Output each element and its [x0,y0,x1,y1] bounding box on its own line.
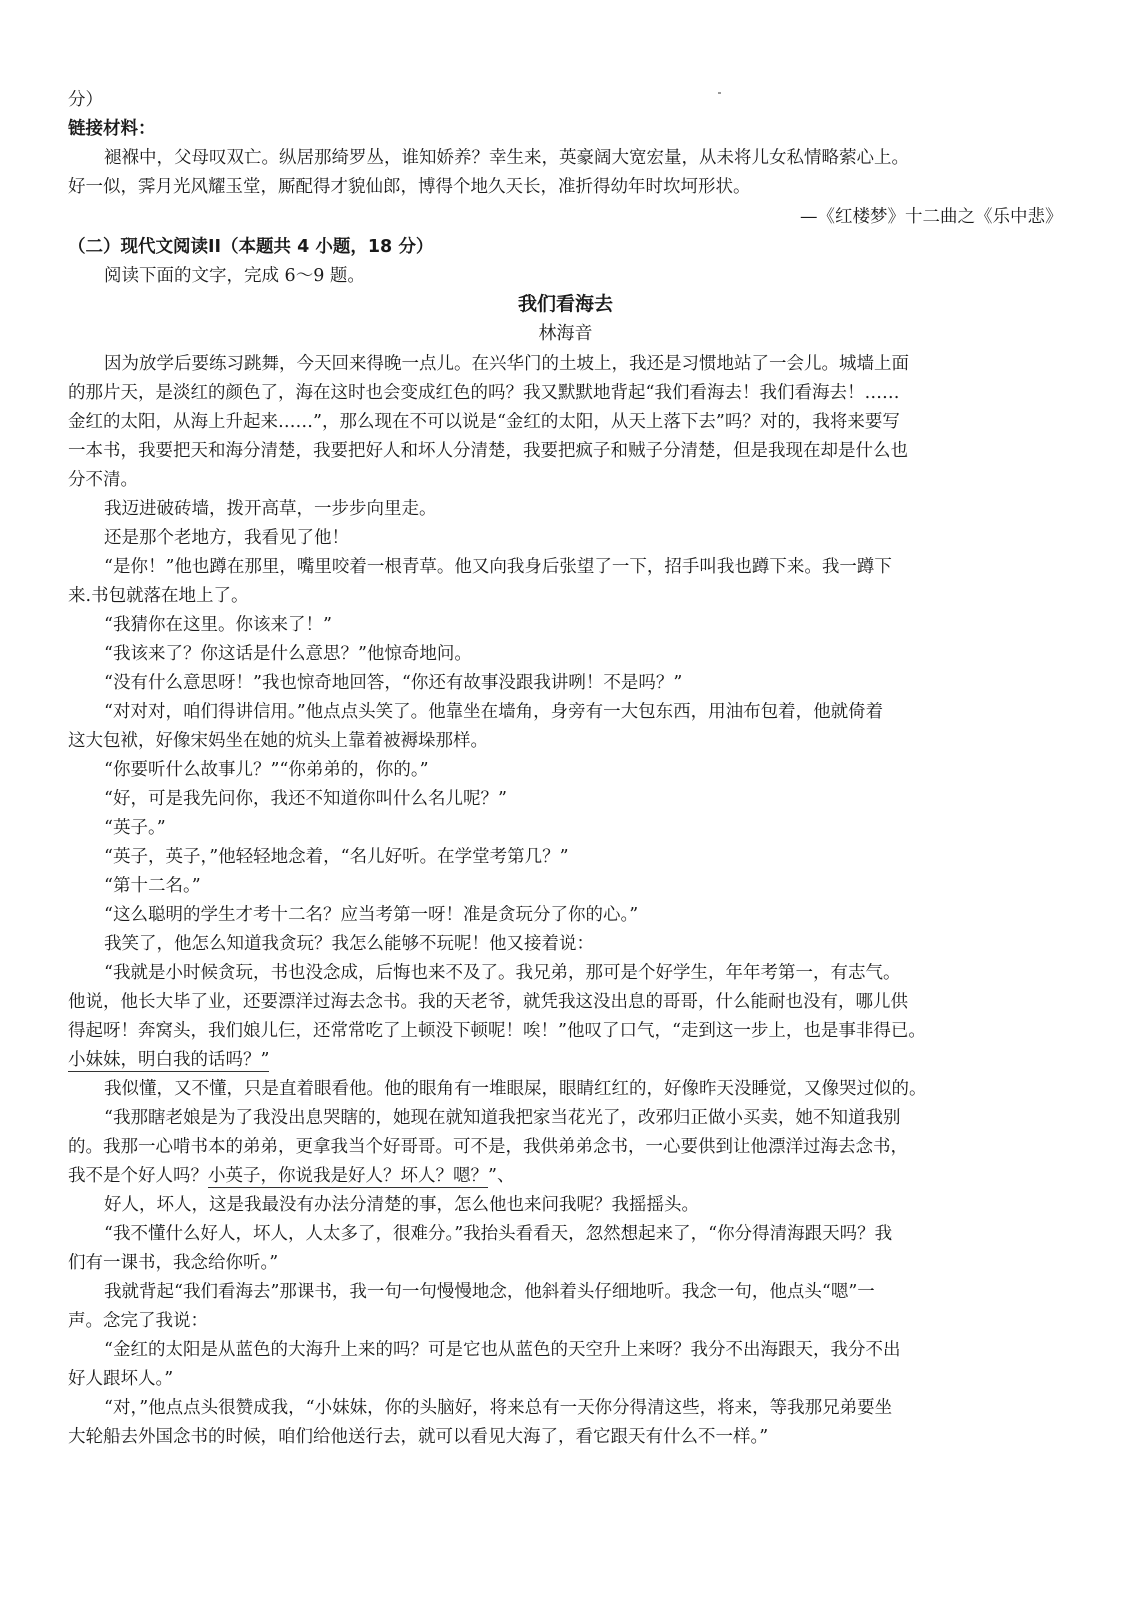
article-line: 的那片天，是淡红的颜色了，海在这时也会变成红色的吗？我又默默地背起“我们看海去！我们看海去！…… [68,383,900,403]
article-line: “我该来了？你这话是什么意思？”他惊奇地问。 [104,644,472,664]
article-line: “好，可是我先问你，我还不知道你叫什么名儿呢？” [104,789,507,809]
article-line: “对，”他点点头很赞成我，“小妹妹，你的头脑好，将来总有一天你分得清这些，将来，等我那兄弟要坐 [104,1398,893,1418]
link-source: —《红楼梦》十二曲之《乐中悲》 [800,207,1063,227]
article-line: 他说，他长大毕了业，还要漂洋过海去念书。我的天老爷，就凭我这没出息的哥哥，什么能耐也没有，哪儿供 [68,992,908,1012]
article-line: “我就是小时候贪玩，书也没念成，后悔也来不及了。我兄弟，那可是个好学生，年年考第一，有志气。 [104,963,901,983]
article-line: “是你！”他也蹲在那里，嘴里咬着一根青草。他又向我身后张望了一下，招手叫我也蹲下来。我一蹲下 [104,557,892,577]
article-line: “对对对，咱们得讲信用。”他点点头笑了。他靠坐在墙角，身旁有一大包东西，用油布包着，他就倚着 [104,702,884,722]
scan-speck [718,92,721,94]
article-line: 的。我那一心啃书本的弟弟，更拿我当个好哥哥。可不是，我供弟弟念书，一心要供到让他漂洋过海去念书， [68,1137,908,1157]
top-fragment: 分） [68,90,103,110]
article-line: 还是那个老地方，我看见了他！ [104,528,349,548]
article-line: 这大包袱，好像宋妈坐在她的炕头上靠着被褥垛那样。 [68,731,488,751]
article-line: 因为放学后要练习跳舞，今天回来得晚一点儿。在兴华门的土坡上，我还是习惯地站了一会儿。城墙上面 [104,354,909,374]
link-line-1: 褪褓中，父母叹双亡。纵居那绮罗丛，谁知娇养？幸生来，英豪阔大宽宏量，从未将儿女私情略萦心上。 [104,148,909,168]
article-line: 得起呀！奔窝头，我们娘儿仨，还常常吃了上顿没下顿呢！唉！”他叹了口气，“走到这一步上，也是事非得已。 [68,1021,926,1041]
article-line: “第十二名。” [104,876,201,896]
article-line: “金红的太阳是从蓝色的大海升上来的吗？可是它也从蓝色的天空升上来呀？我分不出海跟天，我分不出 [104,1340,901,1360]
article-line: 金红的太阳，从海上升起来……”，那么现在不可以说是“金红的太阳，从天上落下去”吗？对的，我将来要写 [68,412,900,432]
article-line: 我就背起“我们看海去”那课书，我一句一句慢慢地念，他斜着头仔细地听。我念一句，他点头“嗯”一 [104,1282,875,1302]
article-line: “英子，英子，”他轻轻地念着，“名儿好听。在学堂考第几？” [104,847,569,867]
link-heading: 链接材料： [68,119,156,139]
article-line: 我迈进破砖墙，拨开高草，一步步向里走。 [104,499,437,519]
article-line: 我笑了，他怎么知道我贪玩？我怎么能够不玩呢！他又接着说： [104,934,594,954]
article-line: 好人，坏人，这是我最没有办法分清楚的事，怎么他也来问我呢？我摇摇头。 [104,1195,699,1215]
article-line: 好人跟坏人。” [68,1369,174,1389]
section-instruction: 阅读下面的文字，完成 6～9 题。 [104,266,365,286]
article-line: “英子。” [104,818,166,838]
article-line-mixed: 我不是个好人吗？小英子，你说我是好人？坏人？嗯？”、 [68,1166,515,1186]
article-line: “我那瞎老娘是为了我没出息哭瞎的，她现在就知道我把家当花光了，改邪归正做小买卖，她不知道我别 [104,1108,901,1128]
article-line: “你要听什么故事儿？”“你弟弟的，你的。” [104,760,429,780]
article-line-underlined: 小妹妹，明白我的话吗？” [68,1050,270,1070]
article-title: 我们看海去 [517,293,613,315]
article-line: 声。念完了我说： [68,1311,208,1331]
article-line: 我似懂，又不懂，只是直着眼看他。他的眼角有一堆眼屎，眼睛红红的，好像昨天没睡觉，又像哭过似的。 [104,1079,927,1099]
article-line: 分不清。 [68,470,138,490]
article-line: 们有一课书，我念给你听。” [68,1253,279,1273]
article-author: 林海音 [538,323,593,344]
article-line: “这么聪明的学生才考十二名？应当考第一呀！准是贪玩分了你的心。” [104,905,639,925]
article-line: 来.书包就落在地上了。 [68,586,249,606]
article-line: 一本书，我要把天和海分清楚，我要把好人和坏人分清楚，我要把疯子和贼子分清楚，但是我现在却是什么也 [68,441,908,461]
link-line-2: 好一似，霁月光风耀玉堂，厮配得才貌仙郎，博得个地久天长，准折得幼年时坎坷形状。 [68,177,751,197]
article-line: “我不懂什么好人，坏人，人太多了，很难分。”我抬头看看天，忽然想起来了，“你分得清海跟天吗？我 [104,1224,893,1244]
article-line: 大轮船去外国念书的时候，咱们给他送行去，就可以看见大海了，看它跟天有什么不一样。” [68,1427,769,1447]
article-line: “我猜你在这里。你该来了！” [104,615,332,635]
section-heading: （二）现代文阅读II（本题共 4 小题，18 分） [68,237,434,257]
article-line: “没有什么意思呀！”我也惊奇地回答，“你还有故事没跟我讲咧！不是吗？” [104,673,683,693]
